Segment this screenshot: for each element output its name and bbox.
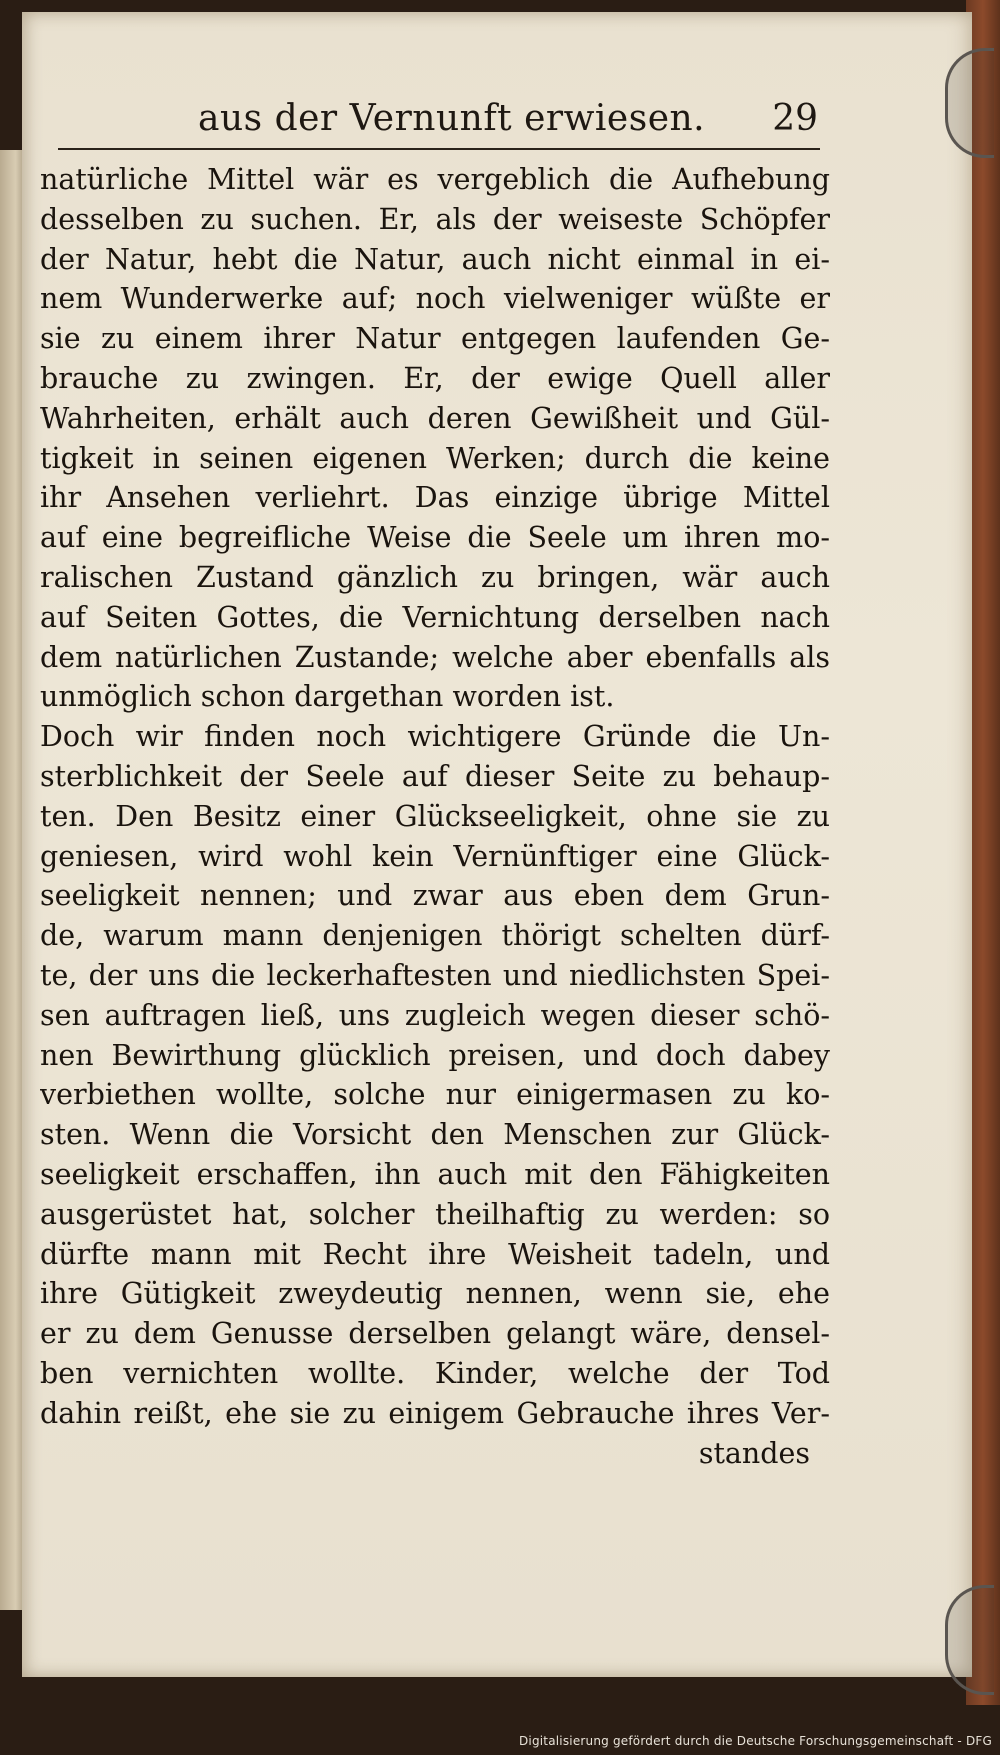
text-line: seeligkeit nennen; und zwar aus eben dem Grun- [40, 879, 830, 913]
digitization-credit: Digitalisierung gefördert durch die Deutsche Forschungsgemeinschaft - DFG [518, 1734, 992, 1748]
text-line: der Natur, hebt die Natur, auch nicht einmal in ei- [40, 242, 830, 276]
text-line: ralischen Zustand gänzlich zu bringen, wär auch [40, 560, 830, 594]
text-line: dem natürlichen Zustande; welche aber ebenfalls als [40, 640, 830, 674]
text-line: ihre Gütigkeit zweydeutig nennen, wenn sie, ehe [40, 1277, 830, 1311]
page-clip-top [945, 48, 994, 158]
text-line: brauche zu zwingen. Er, der ewige Quell aller [40, 361, 830, 395]
text-line: seeligkeit erschaffen, ihn auch mit den Fähigkeiten [40, 1157, 830, 1191]
text-line: verbiethen wollte, solche nur einigermasen zu ko- [40, 1078, 830, 1112]
body-text [40, 160, 830, 1473]
header-title: aus der Vernunft erwiesen. [198, 98, 706, 139]
text-line: dürfte mann mit Recht ihre Weisheit tadeln, und [40, 1237, 830, 1271]
running-header [58, 88, 818, 144]
text-line: de, warum mann denjenigen thörigt schelten dürf- [40, 919, 830, 953]
text-line: tigkeit in seinen eigenen Werken; durch die keine [40, 441, 830, 475]
text-line: auf eine begreifliche Weise die Seele um ihren mo- [40, 521, 830, 555]
page-number: 29 [772, 98, 818, 139]
text-line: er zu dem Genusse derselben gelangt wäre, densel- [40, 1317, 830, 1351]
text-line: auf Seiten Gottes, die Vernichtung derselben nach [40, 600, 830, 634]
text-line: geniesen, wird wohl kein Vernünftiger eine Glück- [40, 839, 830, 873]
text-line: sten. Wenn die Vorsicht den Menschen zur Glück- [40, 1118, 830, 1152]
text-line: Doch wir finden noch wichtigere Gründe die Un- [40, 720, 830, 754]
text-line: ihr Ansehen verliehrt. Das einzige übrige Mittel [40, 481, 830, 515]
text-line: sie zu einem ihrer Natur entgegen laufenden Ge- [40, 322, 830, 356]
text-line: ten. Den Besitz einer Glückseeligkeit, ohne sie zu [40, 799, 830, 833]
text-line: sen auftragen ließ, uns zugleich wegen dieser schö- [40, 998, 830, 1032]
text-line: dahin reißt, ehe sie zu einigem Gebrauche ihres Ver- [40, 1396, 830, 1430]
text-line: sterblichkeit der Seele auf dieser Seite zu behaup- [40, 759, 830, 793]
text-line: ben vernichten wollte. Kinder, welche der Tod [40, 1356, 830, 1390]
text-line: ausgerüstet hat, solcher theilhaftig zu werden: so [40, 1197, 830, 1231]
text-line: nen Bewirthung glücklich preisen, und doch dabey [40, 1038, 830, 1072]
page-clip-bottom [945, 1585, 994, 1695]
header-rule [58, 148, 820, 150]
text-line: te, der uns die leckerhaftesten und niedlichsten Spei- [40, 958, 830, 992]
catchword: standes [698, 1436, 810, 1470]
text-line: Wahrheiten, erhält auch deren Gewißheit und Gül- [40, 401, 830, 435]
text-line: nem Wunderwerke auf; noch vielweniger wüßte er [40, 282, 830, 316]
text-line: natürliche Mittel wär es vergeblich die Aufhebung [40, 163, 830, 196]
text-line: desselben zu suchen. Er, als der weiseste Schöpfer [40, 202, 830, 236]
text-line: unmöglich schon dargethan worden ist. [40, 680, 615, 714]
